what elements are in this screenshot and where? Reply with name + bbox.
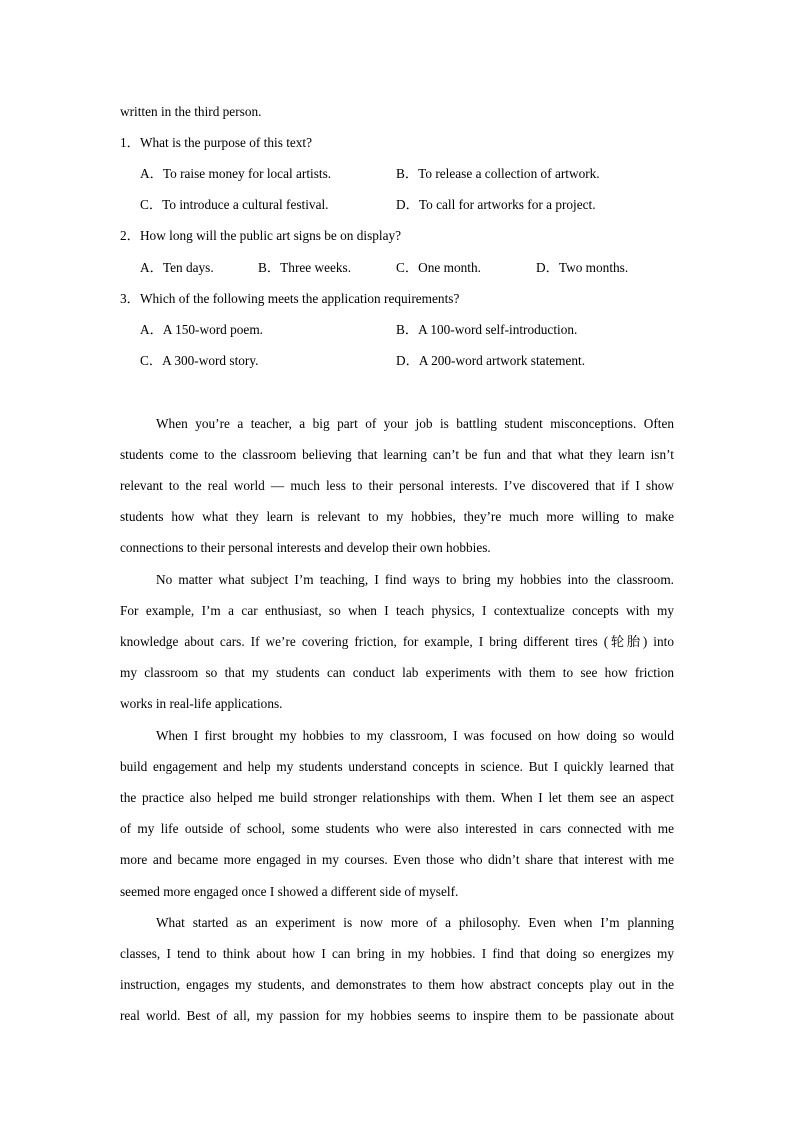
question-text: What is the purpose of this text? [139,135,313,150]
question-1 [120,135,312,151]
passage-line: real world. Best of all, my passion for my hobbies seems to inspire them to be passionate about [120,1008,674,1023]
option-1d [396,197,596,213]
option-2b [258,260,351,276]
option-1b [396,166,600,182]
passage-line: students how what they learn is relevant to my hobbies, they’re much more willing to make [120,509,674,524]
option-text: A 300-word story. [162,353,259,368]
passage-line: knowledge about cars. If we’re covering friction, for example, I bring different tires (轮胎) into [120,634,674,649]
question-2 [120,228,401,244]
passage-line: When you’re a teacher, a big part of your job is battling student misconceptions. Often [156,416,674,431]
passage-line: classes, I tend to think about how I can bring in my hobbies. I find that doing so energizes my [120,946,674,961]
option-letter: D． [396,197,419,212]
passage-line: more and became more engaged in my courses. Even those who didn’t share that interest with me [120,852,674,867]
option-letter: D． [536,260,559,275]
option-text: Two months. [558,260,629,275]
option-text: A 200-word artwork statement. [418,353,586,368]
option-3c [140,353,258,369]
option-text: To call for artworks for a project. [418,197,596,212]
option-3d [396,353,585,369]
option-letter: C． [140,197,163,212]
option-3b [396,322,577,338]
option-letter: A． [140,322,163,337]
option-letter: C． [396,260,419,275]
option-letter: C． [140,353,163,368]
option-letter: A． [140,166,163,181]
option-letter: B． [396,166,419,181]
passage-line: connections to their personal interests and develop their own hobbies. [120,540,491,555]
passage-line: When I first brought my hobbies to my classroom, I was focused on how doing so would [156,728,674,743]
option-2a [140,260,214,276]
option-text: One month. [418,260,481,275]
passage-line: of my life outside of school, some students who were also interested in cars connected with me [120,821,674,836]
passage-line: build engagement and help my students understand concepts in science. But I quickly learned that [120,759,674,774]
option-letter: B． [258,260,281,275]
option-1c [140,197,329,213]
option-text: To release a collection of artwork. [418,166,600,181]
option-letter: D． [396,353,419,368]
passage-line: my classroom so that my students can conduct lab experiments with them to see how friction [120,665,674,680]
passage-line: No matter what subject I’m teaching, I find ways to bring my hobbies into the classroom. [156,572,674,587]
passage-line: relevant to the real world — much less to their personal interests. I’ve discovered that if I show [120,478,674,493]
option-2d [536,260,628,276]
passage-line: instruction, engages my students, and demonstrates to them how abstract concepts play out in the [120,977,674,992]
option-text: A 100-word self-introduction. [418,322,578,337]
question-number: 3． [120,291,140,306]
option-text: Ten days. [162,260,214,275]
question-3 [120,291,459,307]
option-text: To raise money for local artists. [162,166,332,181]
question-text: Which of the following meets the application requirements? [139,291,460,306]
passage-line: the practice also helped me build stronger relationships with them. When I let them see an aspect [120,790,674,805]
passage-line: What started as an experiment is now more of a philosophy. Even when I’m planning [156,915,674,930]
intro-tail-text: written in the third person. [120,104,262,119]
question-number: 2． [120,228,140,243]
option-2c [396,260,481,276]
passage-line: seemed more engaged once I showed a different side of myself. [120,884,459,899]
passage-line: works in real-life applications. [120,696,283,711]
option-letter: B． [396,322,419,337]
question-text: How long will the public art signs be on display? [139,228,402,243]
option-1a [140,166,331,182]
option-letter: A． [140,260,163,275]
option-3a [140,322,263,338]
passage-line: For example, I’m a car enthusiast, so when I teach physics, I contextualize concepts with my [120,603,674,618]
option-text: A 150-word poem. [162,322,263,337]
passage-line: students come to the classroom believing that learning can’t be fun and that what they learn isn’t [120,447,674,462]
option-text: Three weeks. [280,260,352,275]
question-number: 1． [120,135,140,150]
option-text: To introduce a cultural festival. [162,197,329,212]
